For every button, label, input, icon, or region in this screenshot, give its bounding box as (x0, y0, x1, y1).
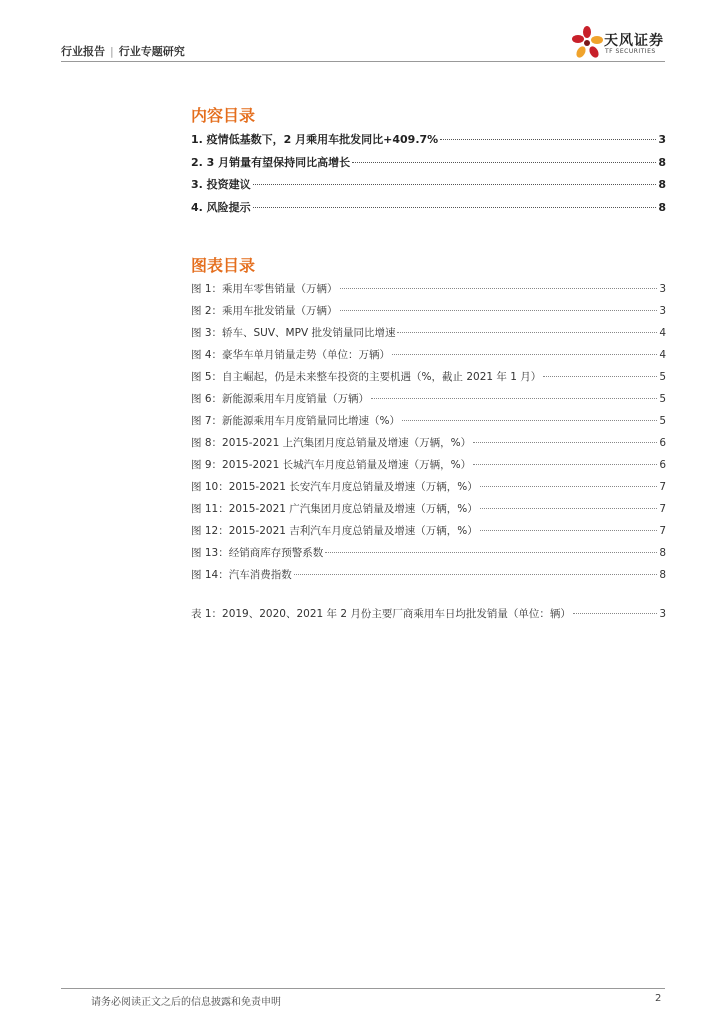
figure-item[interactable]: 图 3：轿车、SUV、MPV 批发销量同比增速 4 (191, 327, 666, 339)
footer-disclaimer: 请务必阅读正文之后的信息披露和免责申明 (91, 997, 281, 1008)
figure-item[interactable]: 图 2：乘用车批发销量（万辆） 3 (191, 305, 666, 317)
footer-divider (61, 988, 665, 989)
figure-item[interactable]: 图 4：豪华车单月销量走势（单位：万辆） 4 (191, 349, 666, 361)
figure-item[interactable]: 图 14：汽车消费指数 8 (191, 569, 666, 581)
figure-item[interactable]: 图 8：2015-2021 上汽集团月度总销量及增速（万辆，%） 6 (191, 437, 666, 449)
figures-list (191, 281, 666, 589)
contents-item[interactable]: 3. 投资建议 8 (191, 178, 666, 191)
contents-title: 内容目录 (191, 106, 256, 125)
contents-item[interactable]: 2. 3 月销量有望保持同比高增长 8 (191, 155, 666, 169)
contents-item[interactable]: 4. 风险提示 8 (191, 200, 666, 214)
figure-item[interactable]: 图 11：2015-2021 广汽集团月度总销量及增速（万辆，%） 7 (191, 503, 666, 515)
header-divider (61, 61, 665, 62)
company-logo (570, 26, 670, 62)
figure-item[interactable]: 图 7：新能源乘用车月度销量同比增速（%） 5 (191, 415, 666, 427)
figure-item[interactable]: 图 10：2015-2021 长安汽车月度总销量及增速（万辆，%） 7 (191, 481, 666, 493)
header-separator: | (110, 45, 114, 58)
figures-title: 图表目录 (191, 256, 256, 275)
flower-logo-icon (570, 26, 604, 60)
figure-item[interactable]: 图 5：自主崛起，仍是未来整车投资的主要机遇（%，截止 2021 年 1 月） 5 (191, 371, 666, 383)
figure-item[interactable]: 图 6：新能源乘用车月度销量（万辆） 5 (191, 393, 666, 405)
logo-name: 天风证券 (604, 33, 664, 49)
page-number: 2 (655, 993, 662, 1004)
figure-item[interactable]: 图 1：乘用车零售销量（万辆） 3 (191, 283, 666, 295)
figure-item[interactable]: 图 12：2015-2021 吉利汽车月度总销量及增速（万辆，%） 7 (191, 525, 666, 537)
table-item[interactable]: 表 1：2019、2020、2021 年 2 月份主要厂商乘用车日均批发销量（单位：辆） 3 (191, 608, 666, 620)
logo-subtitle: TF SECURITIES (605, 48, 656, 55)
contents-list (191, 131, 666, 221)
contents-item[interactable]: 1. 疫情低基数下，2 月乘用车批发同比+409.7% 3 (191, 133, 666, 146)
figure-item[interactable]: 图 9：2015-2021 长城汽车月度总销量及增速（万辆，%） 6 (191, 459, 666, 471)
report-category (61, 43, 185, 59)
tables-list (191, 606, 666, 628)
figure-item[interactable]: 图 13：经销商库存预警系数 8 (191, 547, 666, 559)
report-subtype: 行业专题研究 (118, 45, 185, 58)
report-type: 行业报告 (61, 45, 105, 58)
